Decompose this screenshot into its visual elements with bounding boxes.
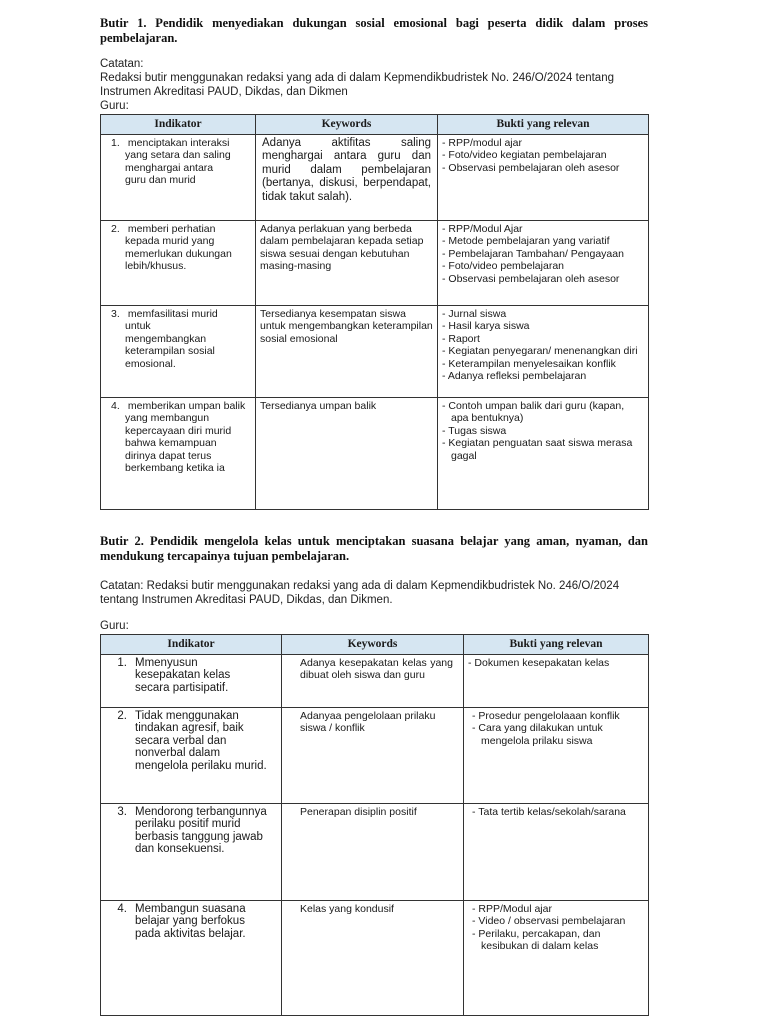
butir1-header-indikator: Indikator <box>101 115 256 135</box>
butir1-guru-label: Guru: <box>100 100 129 112</box>
keywords-cell: Adanya kesepakatan kelas yang dibuat oleh siswa dan guru <box>282 654 464 707</box>
list-item: - Hasil karya siswa <box>442 320 530 332</box>
indikator-cell <box>101 654 282 707</box>
butir1-catatan-text: Redaksi butir menggunakan redaksi yang ada di dalam Kepmendikbudristek No. 246/O/2024 tentang Instrumen Akreditasi PAUD, Dikdas, dan Dikmen <box>100 72 614 98</box>
list-item: - Observasi pembelajaran oleh asesor <box>442 161 620 174</box>
table-row <box>101 305 649 397</box>
keywords-cell: Adanya aktifitas saling menghargai antara guru dan murid dalam pembelajaran (bertanya, diskusi, berpendapat, tidak takut salah). <box>256 134 438 220</box>
table-row <box>101 654 649 707</box>
list-item: - RPP/Modul ajar <box>472 902 552 915</box>
table-row <box>101 134 649 220</box>
butir1-table <box>100 114 649 510</box>
table-row <box>101 803 649 900</box>
table-row <box>101 397 649 509</box>
list-item: - Contoh umpan balik dari guru (kapan, apa bentuknya) <box>442 399 625 424</box>
row-number: 2. <box>117 709 127 722</box>
butir2-guru-label: Guru: <box>100 620 129 632</box>
indikator-text: Membangun suasana belajar yang berfokus pada aktivitas belajar. <box>135 902 246 940</box>
bukti-list <box>442 223 644 286</box>
butir2-table <box>100 634 649 1016</box>
list-item: - Foto/video kegiatan pembelajaran <box>442 149 607 161</box>
list-item: - Dokumen kesepakatan kelas <box>468 656 610 669</box>
list-item: - Pembelajaran Tambahan/ Pengayaan <box>442 247 624 260</box>
table-row <box>101 900 649 1015</box>
indikator-text: memfasilitasi murid untuk mengembangkan keterampilan sosial emosional. <box>125 307 218 370</box>
butir1-title: Butir 1. Pendidik menyediakan dukungan sosial emosional bagi peserta didik dalam proses pembelajaran. <box>100 16 648 45</box>
list-item: - RPP/modul ajar <box>442 136 522 149</box>
list-item: - Perilaku, percakapan, dan kesibukan di dalam kelas <box>472 927 601 952</box>
table-row <box>101 220 649 305</box>
row-number: 2. <box>111 222 120 235</box>
butir1-header-keywords: Keywords <box>256 115 438 135</box>
list-item: - Raport <box>442 332 480 345</box>
indikator-cell <box>101 803 282 900</box>
list-item: - Adanya refleksi pembelajaran <box>442 370 587 382</box>
indikator-cell <box>101 707 282 803</box>
bukti-list <box>472 710 644 748</box>
indikator-text: menciptakan interaksi yang setara dan saling menghargai antara guru dan murid <box>125 136 231 186</box>
indikator-text: memberikan umpan balik yang membangun kepercayaan diri murid bahwa kemampuan dirinya dapat terus berkembang ketika ia <box>125 399 246 474</box>
indikator-text: Tidak menggunakan tindakan agresif, baik secara verbal dan nonverbal dalam mengelola perilaku murid. <box>135 709 267 772</box>
list-item: - Tugas siswa <box>442 424 507 437</box>
bukti-cell <box>464 803 649 900</box>
bukti-cell <box>438 305 649 397</box>
keywords-cell: Tersedianya umpan balik <box>256 397 438 509</box>
indikator-text: Mendorong terbangunnya perilaku positif murid berbasis tanggung jawab dan konsekuensi. <box>135 805 267 855</box>
butir1-header-row <box>101 115 649 135</box>
list-item: - Prosedur pengelolaaan konflik <box>472 709 620 722</box>
butir2-header-indikator: Indikator <box>101 635 282 655</box>
list-item: - Cara yang dilakukan untuk mengelola prilaku siswa <box>472 722 603 747</box>
butir2-section <box>100 534 648 1016</box>
butir2-header-bukti: Bukti yang relevan <box>464 635 649 655</box>
bukti-cell <box>464 654 649 707</box>
bukti-list <box>468 657 644 670</box>
bukti-cell <box>464 707 649 803</box>
list-item: - Observasi pembelajaran oleh asesor <box>442 272 620 285</box>
bukti-list <box>442 400 644 463</box>
list-item: - Keterampilan menyelesaikan konflik <box>442 357 616 370</box>
list-item: - Kegiatan penguatan saat siswa merasa gagal <box>442 437 633 462</box>
bukti-list <box>472 903 644 953</box>
butir2-catatan-text: Catatan: Redaksi butir menggunakan redaksi yang ada di dalam Kepmendikbudristek No. 246/O/2024 tentang Instrumen Akreditasi PAUD, Dikdas, dan Dikmen. <box>100 580 620 606</box>
indikator-cell <box>101 397 256 509</box>
bukti-cell <box>438 220 649 305</box>
bukti-cell <box>438 134 649 220</box>
list-item: - Tata tertib kelas/sekolah/sarana <box>472 805 626 818</box>
list-item: - Kegiatan penyegaran/ menenangkan diri <box>442 345 638 357</box>
list-item: - Video / observasi pembelajaran <box>472 915 626 927</box>
table-row <box>101 707 649 803</box>
butir2-header-row <box>101 635 649 655</box>
list-item: - Metode pembelajaran yang variatif <box>442 235 610 247</box>
butir1-header-bukti: Bukti yang relevan <box>438 115 649 135</box>
indikator-text: Mmenyusun kesepakatan kelas secara partisipatif. <box>135 656 231 694</box>
list-item: - Jurnal siswa <box>442 307 507 320</box>
row-number: 1. <box>117 656 127 669</box>
butir2-header-keywords: Keywords <box>282 635 464 655</box>
row-number: 4. <box>117 902 127 915</box>
indikator-cell <box>101 305 256 397</box>
butir1-section <box>100 16 648 510</box>
keywords-cell: Adanyaa pengelolaan prilaku siswa / konflik <box>282 707 464 803</box>
list-item: - RPP/Modul Ajar <box>442 222 523 235</box>
indikator-text: memberi perhatian kepada murid yang memerlukan dukungan lebih/khusus. <box>125 222 232 272</box>
keywords-cell: Penerapan disiplin positif <box>282 803 464 900</box>
indikator-cell <box>101 220 256 305</box>
bukti-list <box>442 137 644 175</box>
bukti-list <box>442 308 644 383</box>
row-number: 4. <box>111 399 120 412</box>
bukti-list <box>472 806 644 819</box>
row-number: 3. <box>111 307 120 320</box>
list-item: - Foto/video pembelajaran <box>442 260 564 272</box>
keywords-cell: Kelas yang kondusif <box>282 900 464 1015</box>
indikator-cell <box>101 134 256 220</box>
bukti-cell <box>464 900 649 1015</box>
indikator-cell <box>101 900 282 1015</box>
row-number: 3. <box>117 805 127 818</box>
keywords-cell: Tersedianya kesempatan siswa untuk mengembangkan keterampilan sosial emosional <box>256 305 438 397</box>
butir1-catatan-label: Catatan: <box>100 58 144 70</box>
keywords-cell: Adanya perlakuan yang berbeda dalam pembelajaran kepada setiap siswa sesuai dengan kebutuhan masing-masing <box>256 220 438 305</box>
bukti-cell <box>438 397 649 509</box>
row-number: 1. <box>111 136 120 149</box>
butir2-title: Butir 2. Pendidik mengelola kelas untuk menciptakan suasana belajar yang aman, nyaman, dan mendukung tercapainya tujuan pembelajaran. <box>100 534 648 563</box>
